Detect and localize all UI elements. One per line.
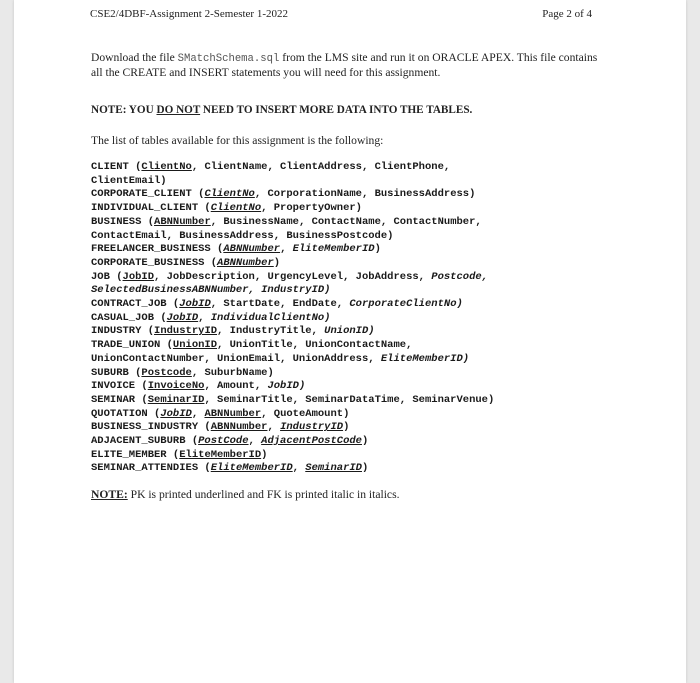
table-casual-job: CASUAL_JOB (JobID, IndividualClientNo): [91, 311, 331, 324]
header-page-number: Page 2 of 4: [542, 8, 592, 20]
table-elite-member: ELITE_MEMBER (EliteMemberID): [91, 448, 268, 461]
table-freelancer-business: FREELANCER_BUSINESS (ABNNumber, EliteMemberID): [91, 243, 381, 256]
table-trade-union: TRADE_UNION (UnionID, UnionTitle, UnionContactName, UnionContactNumber, UnionEmail, UnionAddress, EliteMemberID): [91, 339, 470, 365]
table-invoice: INVOICE (InvoiceNo, Amount, JobID): [91, 380, 306, 393]
note-prefix: NOTE: YOU: [91, 104, 157, 116]
table-business: BUSINESS (ABNNumber, BusinessName, ContactName, ContactNumber, ContactEmail, BusinessAddress, BusinessPostcode): [91, 215, 482, 242]
footer-note-text: PK is printed underlined and FK is printed italic in italics.: [127, 488, 400, 501]
table-client: CLIENT (ClientNo, ClientName, ClientAddress, ClientPhone, ClientEmail): [91, 161, 451, 187]
list-intro: The list of tables available for this assignment is the following:: [91, 134, 384, 147]
document-page: [14, 0, 686, 683]
intro-paragraph: [91, 51, 611, 80]
intro-text-2: from the LMS site and run it on ORACLE APEX. This file contains all the CREATE and INSERT statements you will need for this assignment.: [91, 51, 598, 79]
table-business-industry: BUSINESS_INDUSTRY (ABNNumber, IndustryID): [91, 421, 350, 434]
schema-list: [91, 161, 651, 476]
table-suburb: SUBURB (Postcode, SuburbName): [91, 366, 274, 379]
table-job: JOB (JobID, JobDescription, UrgencyLevel, JobAddress, Postcode, SelectedBusinessABNNumber, IndustryID): [91, 270, 488, 297]
table-industry: INDUSTRY (IndustryID, IndustryTitle, UnionID): [91, 325, 375, 338]
table-corporate-business: CORPORATE_BUSINESS (ABNNumber): [91, 256, 281, 269]
table-quotation: QUOTATION (JobID, ABNNumber, QuoteAmount): [91, 407, 350, 420]
footer-note: [91, 488, 400, 501]
note-suffix: NEED TO INSERT MORE DATA INTO THE TABLES.: [200, 104, 473, 116]
header-course: CSE2/4DBF-Assignment 2-Semester 1-2022: [90, 8, 288, 20]
filename: SMatchSchema.sql: [177, 53, 280, 65]
table-corporate-client: CORPORATE_CLIENT (ClientNo, CorporationName, BusinessAddress): [91, 188, 476, 201]
intro-text-1: Download the file: [91, 51, 178, 64]
table-contract-job: CONTRACT_JOB (JobID, StartDate, EndDate, CorporateClientNo): [91, 298, 463, 311]
table-individual-client: INDIVIDUAL_CLIENT (ClientNo, PropertyOwner): [91, 202, 362, 215]
table-adjacent-suburb: ADJACENT_SUBURB (PostCode, AdjacentPostCode): [91, 435, 369, 448]
note-emphasis: DO NOT: [156, 104, 201, 116]
table-seminar-attendies: SEMINAR_ATTENDIES (EliteMemberID, SeminarID): [91, 462, 369, 475]
table-seminar: SEMINAR (SeminarID, SeminarTitle, SeminarDataTime, SeminarVenue): [91, 393, 495, 406]
footer-note-label: NOTE:: [91, 488, 128, 501]
note-heading: [91, 104, 472, 116]
